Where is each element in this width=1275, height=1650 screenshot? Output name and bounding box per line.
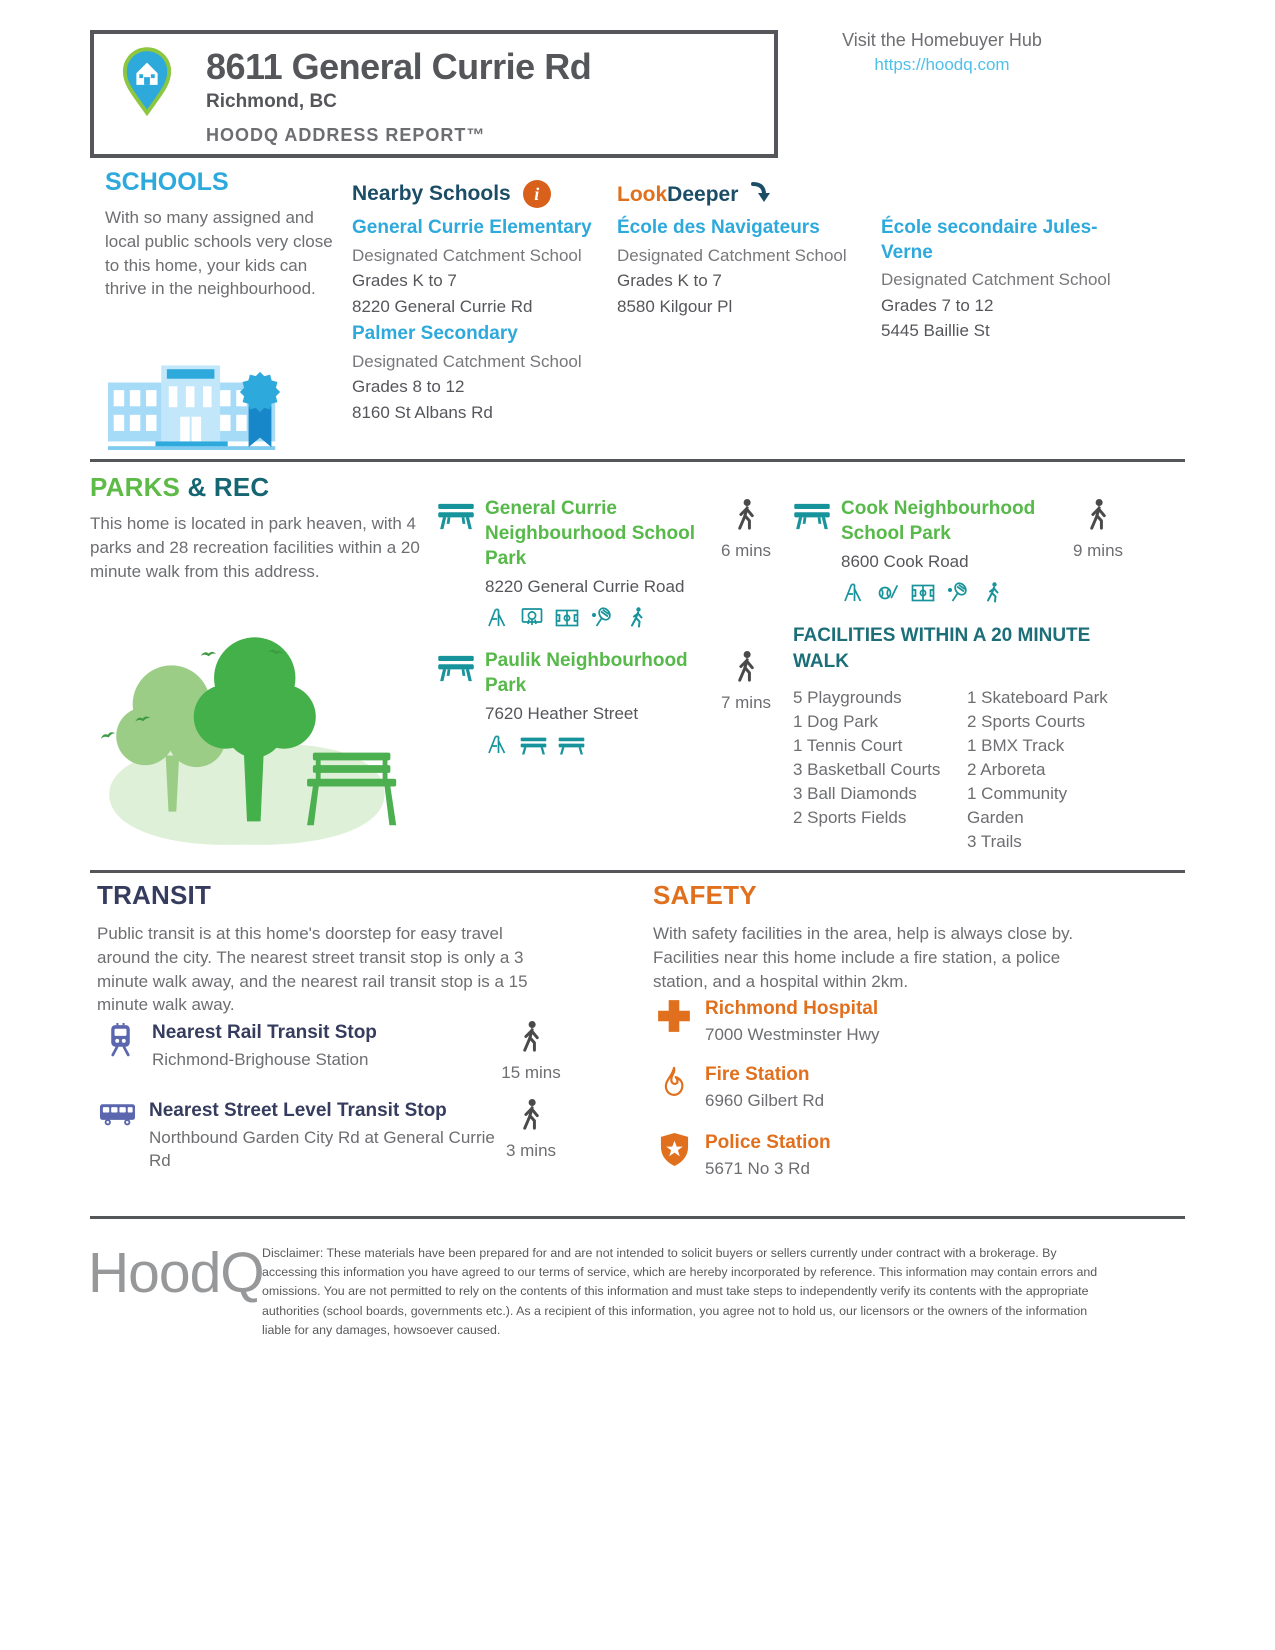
safety-item: [653, 998, 879, 1045]
disclaimer-text: Disclaimer: These materials have been prepared for and are not intended to solicit buyers or sellers currently under contract with a brokerage. By accessing this information you have agreed to our terms of service, which are hereby incorporated by reference. This information may contain errors and omissions. You are not permitted to rely on the contents of this information and must take steps to independently verify its contents with the appropriate authorities (school boards, governments etc.). As a recipient of this information, you agree not to hold us, our licensors or the owners of the information liable for any damages, howsoever caused.: [262, 1246, 1098, 1337]
school-building-illustration: [108, 352, 298, 457]
school-address: 8220 General Currie Rd: [352, 296, 533, 316]
tennis-icon: [946, 581, 970, 605]
safety-name: Fire Station: [705, 1064, 810, 1085]
park-address: 8600 Cook Road: [841, 552, 969, 572]
walk-time: [1062, 498, 1134, 561]
park-item: [437, 650, 697, 757]
runner-icon: [981, 581, 1005, 605]
safety-name: Police Station: [705, 1132, 831, 1153]
school-name: École des Navigateurs: [617, 217, 820, 238]
safety-item: [653, 1132, 831, 1179]
section-divider: [90, 1216, 1185, 1219]
runner-icon: [625, 606, 649, 630]
park-facility-icons: [485, 606, 697, 630]
schools-intro: With so many assigned and local public schools very close to this home, your kids can thrive in the neighbourhood.: [105, 208, 333, 299]
walk-time: [495, 1098, 567, 1161]
facilities-column-1: [793, 686, 967, 854]
slide-icon: [485, 733, 509, 757]
train-icon: [100, 1022, 140, 1072]
transit-stop-item: [100, 1022, 500, 1072]
facility-count: 3 Ball Diamonds: [793, 784, 917, 804]
park-name: Paulik Neighbourhood Park: [485, 650, 688, 697]
school-name: Palmer Secondary: [352, 323, 518, 344]
schools-section-title: SCHOOLS: [105, 168, 229, 196]
school-grades: Grades K to 7: [352, 271, 457, 291]
safety-address: 6960 Gilbert Rd: [705, 1091, 825, 1110]
walk-minutes: 3 mins: [505, 1141, 557, 1160]
medical-cross-icon: [653, 998, 695, 1045]
transit-section-title: TRANSIT: [97, 880, 212, 910]
school-item: [881, 216, 1116, 343]
hub-link[interactable]: https://hoodq.com: [874, 55, 1010, 74]
facility-count: 1 Skateboard Park: [967, 688, 1108, 708]
school-grades: Grades 7 to 12: [881, 295, 994, 315]
bench-icon: [558, 733, 585, 757]
bench-icon: [437, 502, 475, 530]
address-header-box: [90, 30, 778, 158]
walk-time: [710, 498, 782, 561]
walking-person-icon: [731, 650, 761, 691]
parks-section-title: PARKS & REC: [90, 472, 270, 502]
slide-icon: [841, 581, 865, 605]
transit-stop-label: Nearest Rail Transit Stop: [152, 1022, 377, 1043]
bus-icon: [97, 1100, 137, 1173]
map-pin-house-icon: [120, 46, 174, 121]
park-name: General Currie Neighbourhood School Park: [485, 498, 696, 570]
curved-down-arrow-icon: [750, 180, 772, 209]
safety-address: 7000 Westminster Hwy: [705, 1025, 880, 1044]
facility-count: 1 BMX Track: [967, 736, 1065, 756]
facility-count: 3 Trails: [967, 832, 1022, 852]
baseball-icon: [876, 581, 900, 605]
school-type: Designated Catchment School: [352, 351, 582, 371]
walk-minutes: 7 mins: [720, 693, 772, 712]
school-type: Designated Catchment School: [352, 245, 582, 265]
park-facility-icons: [841, 581, 1053, 605]
school-item: [617, 216, 867, 318]
transit-intro: Public transit is at this home's doorstep for easy travel around the city. The nearest street transit stop is only a 3 minute walk away, and the nearest rail transit stop is a 15 minute walk away.: [97, 924, 528, 1015]
facilities-title: FACILITIES WITHIN A 20 MINUTE WALK: [793, 625, 1091, 672]
school-address: 8160 St Albans Rd: [352, 402, 493, 422]
section-divider: [90, 870, 1185, 873]
facility-count: 3 Basketball Courts: [793, 760, 941, 780]
basketball-hoop-icon: [520, 606, 544, 630]
slide-icon: [485, 606, 509, 630]
bench-icon: [437, 654, 475, 682]
facility-count: 2 Sports Fields: [793, 808, 907, 828]
park-illustration: [92, 592, 402, 860]
safety-intro: With safety facilities in the area, help is always close by. Facilities near this home include a fire station, a police station, and a hospital within 2km.: [653, 924, 1074, 991]
facility-count: 1 Dog Park: [793, 712, 879, 732]
school-type: Designated Catchment School: [881, 270, 1111, 290]
walking-person-icon: [516, 1020, 546, 1061]
nearby-schools-label: Nearby Schools: [352, 182, 511, 205]
facility-count: 2 Arboreta: [967, 760, 1046, 780]
school-grades: Grades K to 7: [617, 271, 722, 291]
page-title: 8611 General Currie Rd: [206, 46, 592, 87]
park-name: Cook Neighbourhood School Park: [841, 498, 1036, 545]
facility-count: 1 Community Garden: [967, 784, 1068, 828]
homebuyer-hub-block: [832, 30, 1052, 75]
walk-time: [495, 1020, 567, 1083]
walk-minutes: 15 mins: [501, 1063, 561, 1082]
school-name: École secondaire Jules-Verne: [881, 217, 1098, 263]
safety-item: [653, 1064, 824, 1111]
school-grades: Grades 8 to 12: [352, 377, 465, 397]
walking-person-icon: [516, 1098, 546, 1139]
transit-stop-item: [97, 1100, 517, 1173]
bench-icon: [793, 502, 831, 530]
info-icon[interactable]: i: [523, 180, 551, 208]
facility-count: 5 Playgrounds: [793, 688, 902, 708]
hoodq-logo: HoodQ: [88, 1241, 264, 1305]
lookdeeper-header[interactable]: [617, 180, 772, 209]
school-type: Designated Catchment School: [617, 245, 847, 265]
shield-star-icon: [653, 1132, 695, 1179]
school-item: [352, 216, 602, 318]
park-item: [437, 498, 697, 630]
report-type-label: HOODQ ADDRESS REPORT™: [206, 124, 486, 145]
sports-field-icon: [911, 581, 935, 605]
safety-name: Richmond Hospital: [705, 998, 879, 1019]
section-divider: [90, 459, 1185, 462]
safety-address: 5671 No 3 Rd: [705, 1159, 810, 1178]
park-address: 7620 Heather Street: [485, 704, 639, 724]
park-item: [793, 498, 1053, 605]
nearby-schools-header: [352, 180, 551, 208]
facilities-column-2: [967, 686, 1127, 854]
walk-minutes: 9 mins: [1072, 541, 1124, 560]
safety-section-title: SAFETY: [653, 880, 757, 910]
school-name: General Currie Elementary: [352, 217, 592, 238]
transit-stop-name: Richmond-Brighouse Station: [152, 1050, 369, 1069]
school-address: 8580 Kilgour Pl: [617, 296, 733, 316]
facility-count: 2 Sports Courts: [967, 712, 1086, 732]
walking-person-icon: [1083, 498, 1113, 539]
hub-text: Visit the Homebuyer Hub: [842, 30, 1042, 50]
bench-icon: [520, 733, 547, 757]
city-subtitle: Richmond, BC: [206, 90, 337, 112]
facility-count: 1 Tennis Court: [793, 736, 903, 756]
walk-minutes: 6 mins: [720, 541, 772, 560]
transit-stop-label: Nearest Street Level Transit Stop: [149, 1100, 447, 1121]
sports-field-icon: [555, 606, 579, 630]
flame-icon: [653, 1064, 695, 1111]
park-facility-icons: [485, 733, 697, 757]
tennis-icon: [590, 606, 614, 630]
facilities-block: [793, 623, 1129, 854]
parks-intro: This home is located in park heaven, with 4 parks and 28 recreation facilities within a 20 minute walk from this address.: [90, 514, 420, 581]
park-address: 8220 General Currie Road: [485, 577, 685, 597]
lookdeeper-label: LookDeeper: [617, 182, 739, 206]
walk-time: [710, 650, 782, 713]
transit-stop-name: Northbound Garden City Rd at General Currie Rd: [149, 1128, 495, 1170]
school-item: [352, 322, 602, 424]
walking-person-icon: [731, 498, 761, 539]
school-address: 5445 Baillie St: [881, 321, 990, 341]
